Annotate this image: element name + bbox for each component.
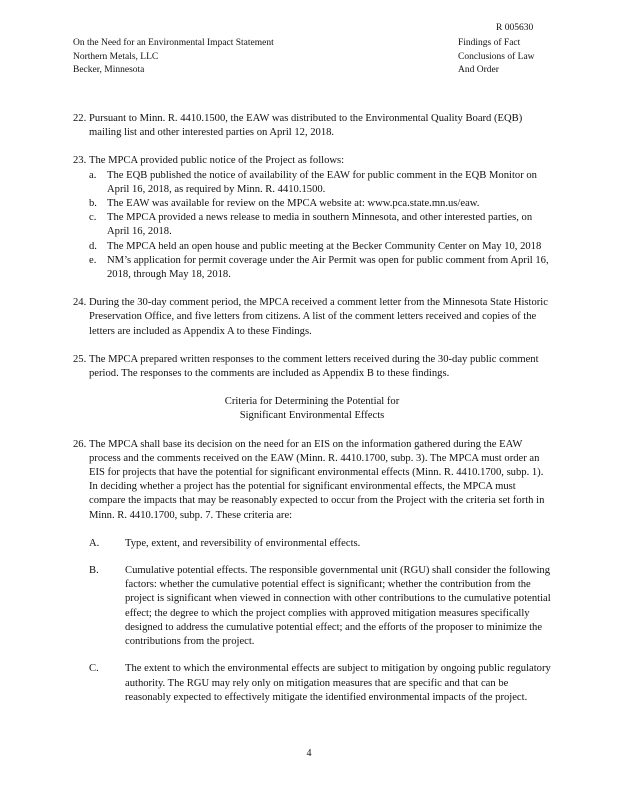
notice-list — [89, 169, 551, 283]
header-right-line: And Order — [458, 65, 499, 75]
page-number: 4 — [306, 748, 312, 759]
criterion-text: Cumulative potential effects. The responsible governmental unit (RGU) shall consider the following factors: whether the cumulative potential effect is significant; whether the contribution from the project is significant when viewed in connection with other contributions to the cumulative potential effect; the degree to which the project complies with approved mitigation measures specifically designed to address the cumulative potential effect; and the efforts of the proposer to minimize the contributions from the project. — [125, 565, 551, 648]
criterion-text: The extent to which the environmental effects are subject to mitigation by ongoing public regulatory authority. The RGU may rely only on mitigation measures that are specific and that can be reasonably expected to effectively mitigate the identified environmental impacts of the project. — [125, 663, 551, 703]
criterion-letter: A. — [89, 537, 100, 549]
paragraph-25 — [73, 353, 551, 381]
list-letter: d. — [89, 240, 97, 252]
header-right-line: Findings of Fact — [458, 38, 521, 48]
header-left-line: On the Need for an Environmental Impact Statement — [73, 38, 274, 48]
criterion-c — [89, 662, 551, 705]
list-item-text: The MPCA provided a news release to media in southern Minnesota, and other interested parties, on April 16, 2018. — [107, 212, 533, 238]
list-letter: a. — [89, 169, 97, 181]
paragraph-number: 24. — [73, 297, 87, 309]
list-item — [89, 197, 551, 211]
list-item-text: The MPCA held an open house and public meeting at the Becker Community Center on May 10, 2018 — [107, 240, 542, 252]
list-item — [89, 240, 551, 254]
paragraph-text: During the 30-day comment period, the MPCA received a comment letter from the Minnesota State Historic Preservation Office, and five letters from citizens. A list of the comment letters received and copies of the letters are included as Appendix A to these Findings. — [89, 297, 548, 337]
list-item — [89, 211, 551, 239]
paragraph-text: The MPCA shall base its decision on the need for an EIS on the information gathered during the EAW process and the comments received on the EAW (Minn. R. 4410.1700, subp. 3). The MPCA must order an EIS for projects that have the potential for significant environmental effects (Minn. R. 4410.1700, subp. 1). In deciding whether a project has the potential for significant environmental effects, the MPCA must compare the impacts that may be reasonably expected to occur from the Project with the criteria set forth in Minn. R. 4410.1700, subp. 7. These criteria are: — [89, 438, 545, 521]
section-heading-line: Criteria for Determining the Potential for — [224, 396, 400, 408]
header-right — [458, 37, 535, 78]
paragraph-number: 22. — [73, 113, 87, 124]
bates-number: R 005630 — [496, 23, 534, 33]
list-item — [89, 254, 551, 282]
criterion-letter: B. — [89, 565, 99, 577]
paragraph-number: 23. — [73, 155, 87, 167]
paragraph-23 — [73, 154, 551, 282]
criterion-a — [89, 537, 551, 551]
criterion-b — [89, 564, 551, 649]
list-item — [89, 169, 551, 197]
paragraph-text: Pursuant to Minn. R. 4410.1500, the EAW was distributed to the Environmental Quality Board (EQB) mailing list and other interested parties on April 12, 2018. — [89, 113, 523, 139]
paragraph-text: The MPCA provided public notice of the Project as follows: — [89, 155, 345, 167]
paragraph-26 — [73, 438, 551, 523]
list-item-text: The EQB published the notice of availability of the EAW for public comment in the EQB Monitor on April 16, 2018, as required by Minn. R. 4410.1500. — [107, 169, 537, 195]
criterion-letter: C. — [89, 663, 99, 675]
paragraph-22 — [73, 112, 551, 140]
section-heading-line: Significant Environmental Effects — [239, 410, 385, 422]
header-left-line: Becker, Minnesota — [73, 65, 145, 75]
list-letter: c. — [89, 212, 97, 224]
criterion-text: Type, extent, and reversibility of environmental effects. — [125, 537, 361, 549]
paragraph-text: The MPCA prepared written responses to the comment letters received during the 30-day public comment period. The responses to the comments are included as Appendix B to these findings. — [89, 353, 539, 380]
header-left-line: Northern Metals, LLC — [73, 51, 159, 62]
document-body — [73, 112, 551, 718]
paragraph-24 — [73, 296, 551, 339]
header-right-line: Conclusions of Law — [458, 51, 535, 62]
paragraph-number: 26. — [73, 438, 87, 450]
list-item-text: The EAW was available for review on the MPCA website at: www.pca.state.mn.us/eaw. — [107, 198, 480, 210]
paragraph-number: 25. — [73, 353, 87, 365]
header-left — [73, 37, 274, 78]
section-heading — [73, 395, 551, 423]
list-item-text: NM’s application for permit coverage under the Air Permit was open for public comment from April 16, 2018, through May 18, 2018. — [107, 254, 549, 281]
list-letter: b. — [89, 198, 97, 210]
list-letter: e. — [89, 254, 97, 266]
